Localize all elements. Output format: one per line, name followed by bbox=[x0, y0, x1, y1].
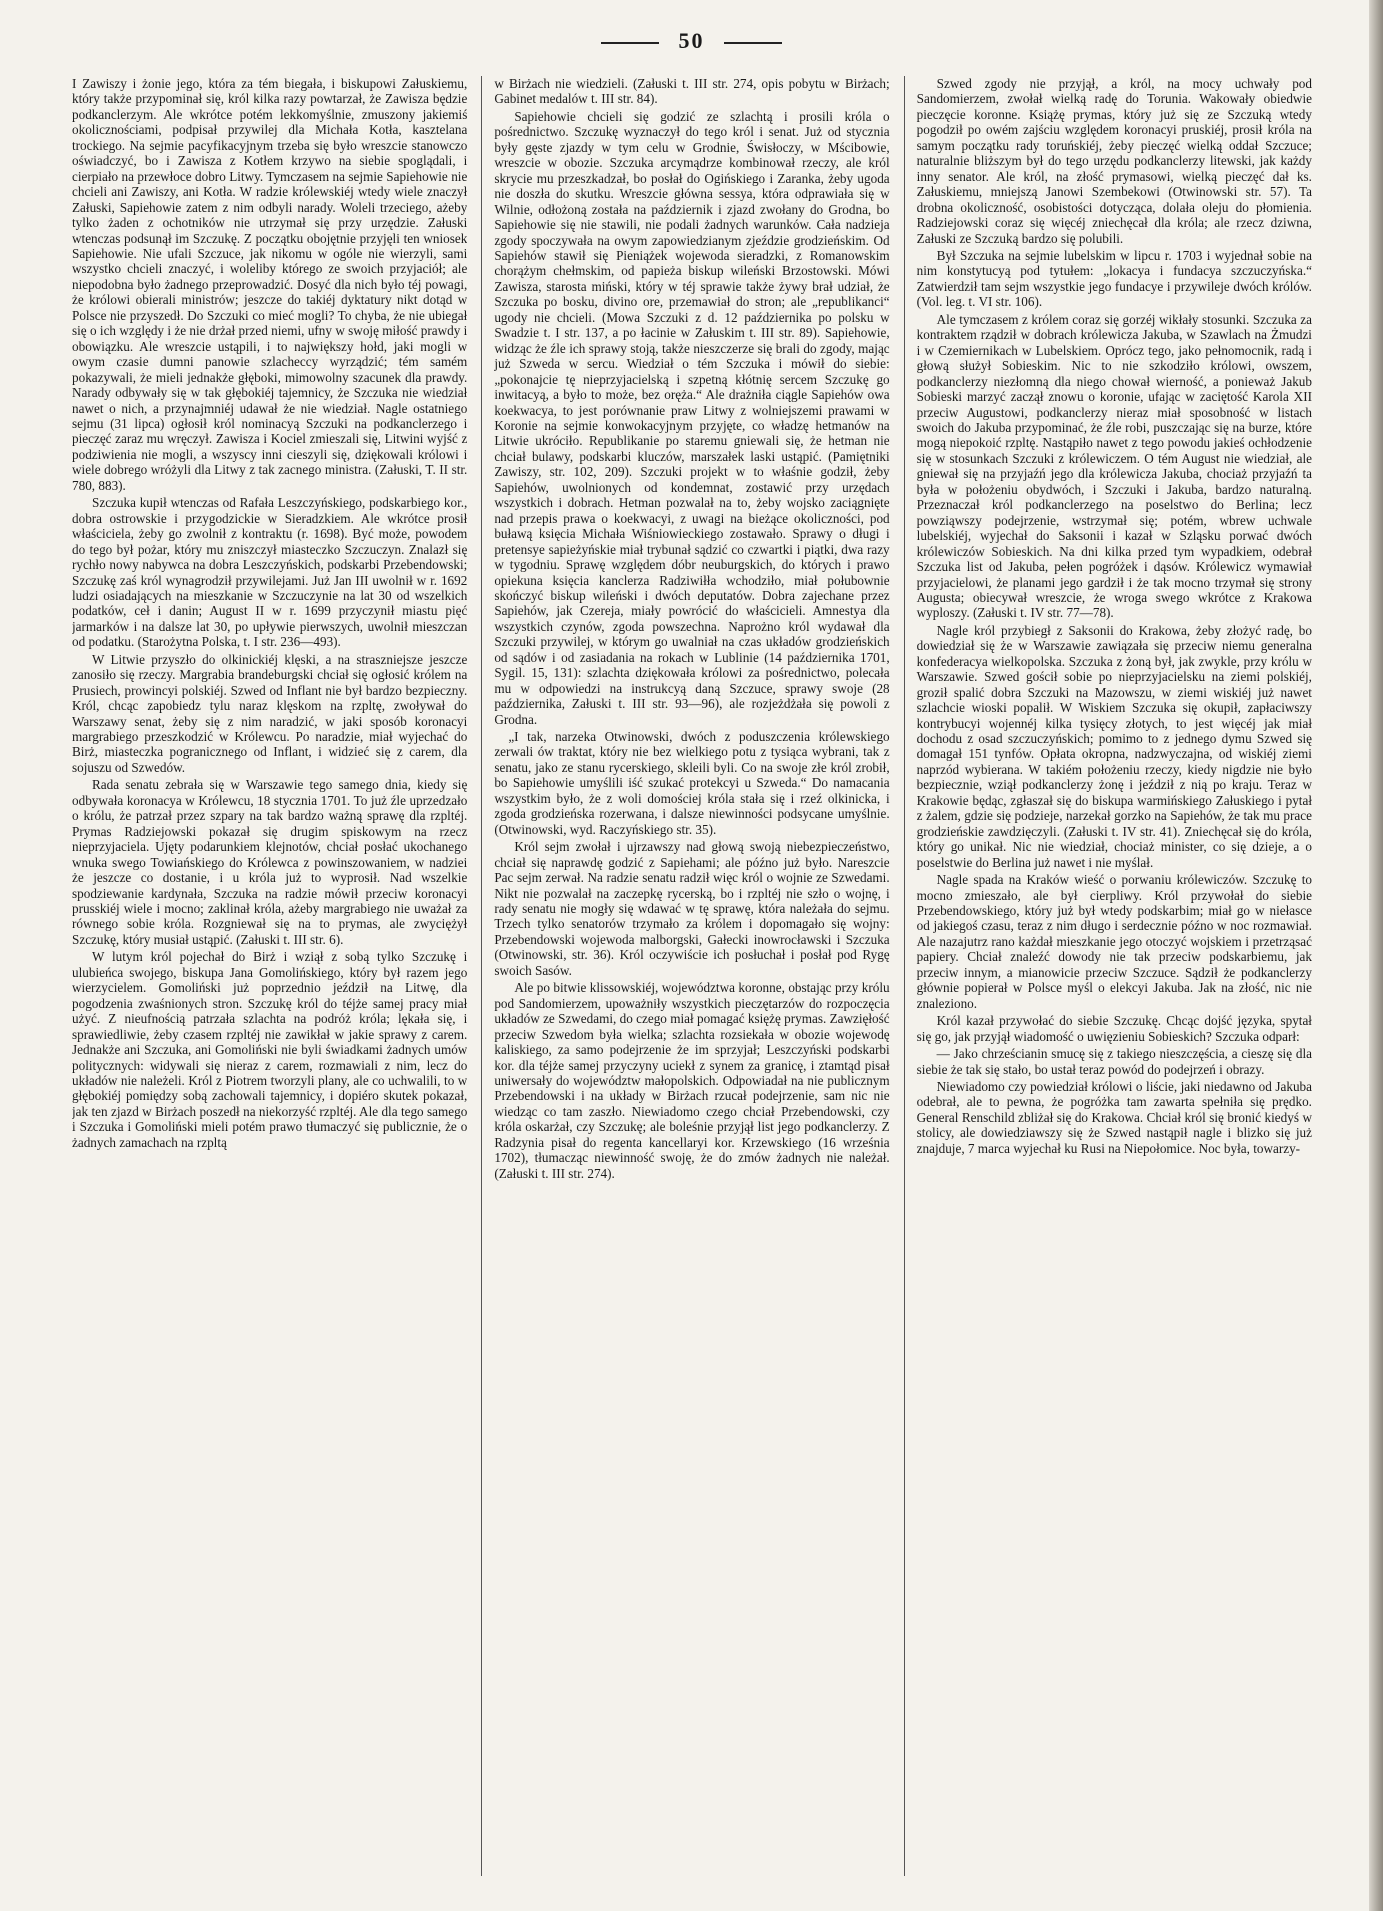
text-columns bbox=[72, 76, 1312, 1876]
header-rule-right bbox=[724, 42, 782, 44]
paragraph: Sapiehowie chcieli się godzić ze szlachtą i prosili króla o pośrednictwo. Szczukę wyznaczył do tego król i senat. Już od stycznia były gęste zjazdy w tym celu w Grodnie, Świsłoczy, w Mścibowie, wreszcie w obozie. Szczuka arcymądrze kombinował rzeczy, ale król skrycie mu przeszkadzał, bo posłał do Ogińskiego i Zaranka, żeby ugoda nie doszła do skutku. Wreszcie główna sessya, która odprawiała się w Wilnie, odłożoną została na październik i zjazd zwołany do Grodna, bo Sapiehowie się nie stawili, nie podali żadnych warunków. Cała nadzieja zgody spoczywała na owym zapowiedzianym zjeździe grodzieńskim. Od Sapiehów stawił się Pieniążek wojewoda sieradzki, z Romanowskim chorążym chełmskim, od papieża biskup wileński Brzostowski. Mówi Zawisza, starosta miński, który w téj sprawie także żywy brał udział, że Szczuka po bosku, divino ore, przemawiał do stron; ale „republikanci“ ugody nie chcieli. (Mowa Szczuki z d. 12 października po polsku w Swadzie t. I str. 137, a po łacinie w Załuskim t. III str. 89). Sapiehowie, widząc że źle ich sprawy stoją, także nieszczerze się brali do zgody, mając już Szweda w sercu. Wiedział o tém Szczuka i mówił do siebie: „pokonajcie tę nieprzyjacielską i szpetną kłótnię sercem Szczukę go inwitacyą, a było to może, bez oręża.“ Ale drażniła ciągle Sapiehów owa koekwacya, to jest porównanie praw Litwy z wolniejszemi prawami w Koronie na sejmie konwokacyjnym przyjęte, co władzę hetmanów na Litwie ukróciło. Republikanie po staremu gniewali się, że hetman nie chciał bulawy, podskarbi kluczów, marszałek laski ustąpić. (Pamiętniki Zawiszy, str. 102, 209). Szczuki projekt w to właśnie godził, żeby Sapiehów, uwolnionych od kondemnat, zostawić przy urzędach wszystkich i dobrach. Hetman pozwalał na to, żeby wojsko zaciągnięte nad przepis prawa o koekwacyi, z uwagi na bieżące okoliczności, pod buławą księcia Michała Wiśniowieckiego zostawało. Sprawy o długi i pretensye sapieżyńskie miał trybunał sądzić co czwartki i piątki, dwa razy w tygodniu. Sprawę względem dóbr neuburgskich, do których i prawo opiekuna księcia kanclerza Radziwiłła wchodziło, miał połubownie skończyć biskup wileński i dwóch deputatów. Dobra zajechane przez Sapiehów, jak Czereja, miały powrócić do właścicieli. Amnestya dla wszystkich czynów, zgoda powszechna. Naprożno król wydawał dla Szczuki przywilej, w którym go uwalniał na czas układów grodzieńskich od sądów i od zasiadania na rokach w Lublinie (14 października 1701, Sygil. 15, 131): szlachta dziękowała królowi za pośrednictwo, polecała mu w odpowiedzi na instrukcyą daną Szczuce, sprawy swoje (28 października, Załuski t. III str. 93—96), ale rozjeżdżała się powoli z Grodna. bbox=[494, 108, 890, 727]
paragraph: Nagle król przybiegł z Saksonii do Krakowa, żeby złożyć radę, bo dowiedział się że w Warszawie zawiązała się przeciw niemu generalna konfederacya wielkopolska. Szczuka z żoną był, jak zwykle, przy królu w Warszawie. Szwed gościł sobie po nieprzyjacielsku na ziemi polskiéj, groził spalić dobra Szczuki na Mazowszu, w ziemi wiskiéj już nawet szlachcie wioski popalił. W Wiskiem Szczuka się okupił, zapłaciwszy kontrybucyi wojennéj kilka tysięcy złotych, to jest więcéj jak miał dochodu z osad szczuczyńskich; pomimo to z jednego dymu Szwed się domagał 151 tynfów. Opłata okropna, nadzwyczajna, od wiskiéj ziemi naprzód wybierana. W takiém położeniu rzeczy, kiedy nigdzie nie było bezpiecznie, wziął podkanclerzy żonę i jeździł z nią po kraju. Teraz w Krakowie będąc, zgłaszał się do biskupa warmińskiego Załuskiego i pytał z żalem, gdzie się podzieje, narzekał gorzko na Sapiehów, że tak mu prace grodzieńskie zawdzięczyli. (Załuski t. IV str. 41). Zniechęcał się do króla, który go unikał. Nic nie wiedział, chociaż minister, co się dzieje, a o poselstwie do Berlina już nawet i nie myślał. bbox=[916, 622, 1312, 870]
column-1 bbox=[72, 76, 467, 1876]
paragraph: Nagle spada na Kraków wieść o porwaniu królewiczów. Szczukę to mocno zmieszało, ale był cierpliwy. Król przywołał do siebie Przebendowskiego, który już był wtedy podskarbim; miał go w niełasce od jakiegoś czasu, teraz z nim długo i serdecznie późno w noc rozmawiał. Ale nazajutrz rano każdał mieszkanie jego otoczyć wojskiem i przetrząsać papiery. Chciał znaleźć dowody nie tak przeciw podskarbiemu, jak przeciw innym, a mianowicie przeciw Szczuce. Sądził że podkanclerzy głównie popierał w Polsce myśl o elekcyi Jakuba. Jak na złość, nic nie znaleziono. bbox=[916, 872, 1312, 1011]
paragraph: W lutym król pojechał do Birż i wziął z sobą tylko Szczukę i ulubieńca swojego, biskupa Jana Gomolińskiego, który był razem jego wierzycielem. Gomoliński już poprzednio jeździł na Litwę, dla pogodzenia zwaśnionych stron. Szczukę król do téjże samej pracy miał użyć. Z nieufnością patrzała szlachta na podróż króla; lękała się, i sprawiedliwie, żeby czasem rzpltéj nie zawikłał w jakie sprawy z carem. Jednakże ani Szczuka, ani Gomoliński nie byli świadkami żadnych umów politycznych: widywali się nieraz z carem, rozmawiali z nim, lecz do układów nie należeli. Król z Piotrem tworzyli plany, ale co uchwalili, to w głębokiéj pomiędzy sobą zachowali tajemnicy, i dopiéro skutek pokazał, jak ten zjazd w Birżach poszedł na niekorzyść rzpltéj. Ale dla tego samego i Szczuka i Gomoliński mieli potém prawo tłumaczyć się publicznie, że o żadnych zamachach na rzpltą bbox=[72, 949, 468, 1150]
column-2 bbox=[481, 76, 889, 1876]
header-rule-left bbox=[601, 42, 659, 44]
page-number: 50 bbox=[678, 28, 705, 53]
paragraph: Król sejm zwołał i ujrzawszy nad głową swoją niebezpieczeństwo, chciał się naprawdę godzić z Sapiehami; ale późno już było. Nareszcie Pac sejm zerwał. Na radzie senatu radził więc król o wojnie ze Szwedami. Nikt nie pozwalał na zaczepkę rycerską, bo i rzpltéj nie szło o wojnę, i rady senatu nie mogły się wdawać w tę sprawę, która należała do sejmu. Trzech tylko senatorów trzymało za królem i dopomagało się wojny: Przebendowski wojewoda malborgski, Gałecki inowrocławski i Szczuka (Otwinowski, str. 36). Król oczywiście ich posłuchał i posłał pod Rygę swoich Sasów. bbox=[494, 839, 890, 978]
paragraph: W Litwie przyszło do olkinickiéj klęski, a na straszniejsze jeszcze zanosiło się rzeczy. Margrabia brandeburgski chciał się ogłosić królem na Prusiech, prowincyi polskiéj. Szwed od Inflant nie był bardzo bezpieczny. Król, chcąc zapobiedz tylu naraz klęskom na rzpltę, zwoływał do Warszawy senat, żeby się z nim naradzić, w jaki sposób koronacyi margrabiego przeszkodzić w Królewcu. Po naradzie, miał wyjechać do Birż, miasteczka pogranicznego od Inflant, i widzieć się z carem, dla sojuszu od Szwedów. bbox=[72, 651, 468, 775]
paragraph: Niewiadomo czy powiedział królowi o liście, jaki niedawno od Jakuba odebrał, ale to pewna, że pogróżka tam zawarta spełniła się prędko. General Renschild zbliżał się do Krakowa. Chciał król się bronić kiedyś w stolicy, ale dowiedziawszy się że Szwed nastąpił nagle i blizko się już znajduje, 7 marca wyjechał ku Rusi na Niepołomice. Noc była, towarzy- bbox=[916, 1079, 1312, 1156]
paragraph: I Zawiszy i żonie jego, która za tém biegała, i biskupowi Załuskiemu, który także przypominał się, król kilka razy powtarzał, że Zawisza będzie podkanclerzym. Ale wkrótce potém lekkomyślnie, zmuszony jakiemiś okolicznościami, podpisał przywilej dla Michała Kotła, kasztelana trockiego. Na sejmie pacyfikacyjnym trzeba się było wreszcie stanowczo oświadczyć, bo i Zawisza z Kotłem krzywo na siebie spoglądali, i cierpiało na przewłoce dobro Litwy. Tymczasem na sejmie Sapiehowie nie chcieli ani Zawiszy, ani Kotła. W radzie królewskiéj wtedy wiele znaczył Załuski, Sapiehowie zatem z nim odbyli narady. Woleli trzeciego, ażeby tylko żaden z ochotników nie utrzymał się przy urzędzie. Załuski wtenczas podsunął im Szczukę. Z początku obojętnie przyjęli ten wniosek Sapiehowie. Nie ufali Szczuce, jak nikomu w ogóle nie wierzyli, sami wszystko chcieli znaczyć, i woleliby którego ze swoich przyjaciół; ale niepodobna było żadnego przeprowadzić. Dosyć dla nich było téj powagi, że królowi obierali ministrów; jeszcze do takiéj dyktatury nikt dotąd w Polsce nie przyszedł. Do Szczuki co mieć mogli? To chyba, że nie ubiegał się o ich względy i że nie drżał przed niemi, ufny w swoję miłość prawdy i obowiązku. Ale wreszcie ustąpili, i to największy hołd, jaki mogli w owym czasie dumni panowie szlacheccy wyrządzić; tém samém pokazywali, że mieli jednakże głęboki, mimowolny szacunek dla prawdy. Narady odbywały się w tak głębokiéj tajemnicy, że Szczuka nie wiedział nawet o nich, a przynajmniéj udawał że nie wiedział. Nagle ostatniego sejmu (31 lipca) ogłosił król nominacyą Szczuki na podkanclerzego i pieczęć zaraz mu wręczył. Zawisza i Kociel zmieszali się, Litwini wyjść z podziwienia nie mogli, a wszyscy inni cieszyli się, dziękowali królowi i wiele dobrego wróżyli dla Litwy z tak zacnego ministra. (Załuski, T. II str. 780, 883). bbox=[72, 76, 468, 493]
paragraph: Szwed zgody nie przyjął, a król, na mocy uchwały pod Sandomierzem, zwołał wielką radę do Torunia. Wakowały obiedwie pieczęcie koronne. Książę prymas, który już się ze Szczuką wtedy pogodził po owém zajściu względem koronacyi pruskiéj, prosił króla na samym początku rady toruńskiéj, żeby pieczęć wielką oddał Szczuce; naturalnie bliższym był do tego urzędu podkanclerzy litewski, jak każdy inny senator. Ale król, na złość prymasowi, wielką pieczęć dał ks. Załuskiemu, mniejszą Janowi Szembekowi (Otwinowski str. 57). Ta drobna okoliczność, osobistości dotycząca, dolała oleju do płomienia. Radziejowski coraz się więcéj zniechęcał dla króla; ale rzecz dziwna, Załuski ze Szczuką bardzo się polubili. bbox=[916, 76, 1312, 246]
paragraph: Ale po bitwie klissowskiéj, województwa koronne, obstając przy królu pod Sandomierzem, upoważniły wszystkich pieczętarzów do rozpoczęcia układów ze Szwedami, do czego miał pomagać księżę prymas. Zawzięłość przeciw Szwedom była wielka; szlachta rozsiekała w obozie wojewodę kaliskiego, za samo podejrzenie że im sprzyjał; Leszczyński podskarbi kor. dla téjże samej przyczyny uciekł z synem za granicę, i ztamtąd pisał uniwersały do województw małopolskich. Odpowiadał na nie publicznym Przebendowski i na układy w Birżach rzucał podejrzenie, sam nic nie wiedząc co tam zaszło. Niewiadomo czego chciał Przebendowski, czy króla oskarżał, czy Szczukę; ale boleśnie przyjął list jego podkanclerzy. Z Radzynia pisał do regenta kancellaryi kor. Krzewskiego (16 września 1702), tłumacząc niewinność swoję, że do zmów żadnych nie należał. (Załuski t. III str. 274). bbox=[494, 980, 890, 1181]
paragraph: Szczuka kupił wtenczas od Rafała Leszczyńskiego, podskarbiego kor., dobra ostrowskie i przygodzickie w Sieradzkiem. Ale wkrótce prosił właściciela, żeby go zwolnił z kontraktu (r. 1698). Być może, powodem do tego był pożar, który mu zniszczył miasteczko Szczuczyn. Znalazł się rychło nowy nabywca na dobra Leszczyńskich, podskarbi Przebendowski; Szczukę zaś król wynagrodził przywilejami. Już Jan III uwolnił w r. 1692 ludzi osiadających na mieszkanie w Szczuczynie na lat 30 od wszelkich podatków, ceł i danin; August II w r. 1699 przyczynił miastu pięć jarmarków i na dalsze lat 30, po upływie pierwszych, uwolnił mieszczan od podatku. (Starożytna Polska, t. I str. 236—493). bbox=[72, 495, 468, 650]
page-header bbox=[0, 28, 1383, 54]
paragraph: Ale tymczasem z królem coraz się gorzéj wikłały stosunki. Szczuka za kontraktem rządził w dobrach królewicza Jakuba, w Szawlach na Żmudzi i w Czemiernikach w Lubelskiem. Oprócz tego, jako pełnomocnik, radą i głową służył Sobieskim. Nic to nie szkodziło królowi, owszem, podkanclerzy niezłomną dla niego chował wierność, a ponieważ Jakub Sobieski marzyć zaczął znowu o koronie, ufając w zaciętość Karola XII przeciw Augustowi, podkanclerzy nieraz miał sposobność w listach swoich do Jakuba przypominać, że źle robi, puszczając się na burze, które mogą niepokoić rzpltę. Nastąpiło nawet z tego powodu jakieś ochłodzenie się w stosunkach Szczuki z królewiczem. O tém August nie wiedział, ale gniewał się na przyjaźń jego dla królewicza Jakuba, chociaż przyjaźń ta była w położeniu obydwóch, i Szczuki i Jakuba, bardzo naturalną. Przeznaczał król podkanclerzego na poselstwo do Berlina; lecz powziąwszy podejrzenie, wstrzymał się; potém, wbrew uchwale lubelskiéj, wyjechał do Saksonii i kazał w Szląsku porwać dwóch królewiczów Sobieskich. Na dni kilka przed tym wypadkiem, odebrał Szczuka list od Jakuba, pełen pogróżek i dąsów. Królewicz wymawiał przyjacielowi, że planami jego gardził i że tak mocno trzymał się strony Augusta; obiecywał wreszcie, że wroga swego wkrótce z Krakowa wyploszy. (Załuski t. IV str. 77—78). bbox=[916, 311, 1312, 621]
paragraph: „I tak, narzeka Otwinowski, dwóch z poduszczenia królewskiego zerwali ów traktat, który nie bez wielkiego potu z tysiąca wybrani, tak z senatu, jako ze stanu rycerskiego, skleili byli. Co na swoje złe król zrobił, bo Sapiehowie umyślili iść szukać protekcyi u Szweda.“ Do namacania wszystkim było, że z woli domościej króla stała się i rzeź olkinicka, i zgoda grodzieńska rozerwana, i dalsze niewinności podsycane umyślnie. (Otwinowski, wyd. Raczyńskiego str. 35). bbox=[494, 729, 890, 837]
paragraph: — Jako chrześcianin smucę się z takiego nieszczęścia, a cieszę się dla siebie że tak się stało, bo ustał teraz powód do podejrzeń i obrazy. bbox=[916, 1046, 1312, 1077]
paragraph: Rada senatu zebrała się w Warszawie tego samego dnia, kiedy się odbywała koronacya w Królewcu, 18 stycznia 1701. To już źle uprzedzało o królu, że patrzał przez szpary na tak bardzo ważną sprawę dla rzpltéj. Prymas Radziejowski pokazał się drugim spiskowym na rzecz nieprzyjaciela. Ujęty podarunkiem klejnotów, chciał posłać ukochanego wnuka swego Towiańskiego do Królewca z powinszowaniem, w nadziei że jeszcze co dostanie, i u króla już to wyprosił. Nad wszelkie spodziewanie kardynała, Szczuka na radzie mówił przeciw koronacyi prusskiéj wiele i mocno; zaklinał króla, ażeby margrabiego nie uważał za równego sobie króla. Rozgniewał się na to prymas, ale zwyciężył Szczukę, który musiał ustąpić. (Załuski t. III str. 6). bbox=[72, 777, 468, 947]
page-edge-shadow bbox=[1369, 0, 1383, 1911]
paragraph: Był Szczuka na sejmie lubelskim w lipcu r. 1703 i wyjednał sobie na nim konstytucyą pod tytułem: „lokacya i fundacya szczuczyńska.“ Zatwierdził tam sejm wszystkie jego fundacye i przywileje dwóch królów. (Vol. leg. t. VI str. 106). bbox=[916, 247, 1312, 310]
column-3 bbox=[904, 76, 1312, 1876]
paragraph: Król kazał przywołać do siebie Szczukę. Chcąc dojść języka, spytał się go, jak przyjął wiadomość o uwięzieniu Sobieskich? Szczuka odparł: bbox=[916, 1013, 1312, 1044]
paragraph: w Birżach nie wiedzieli. (Załuski t. III str. 274, opis pobytu w Birżach; Gabinet medalów t. III str. 84). bbox=[494, 76, 890, 107]
